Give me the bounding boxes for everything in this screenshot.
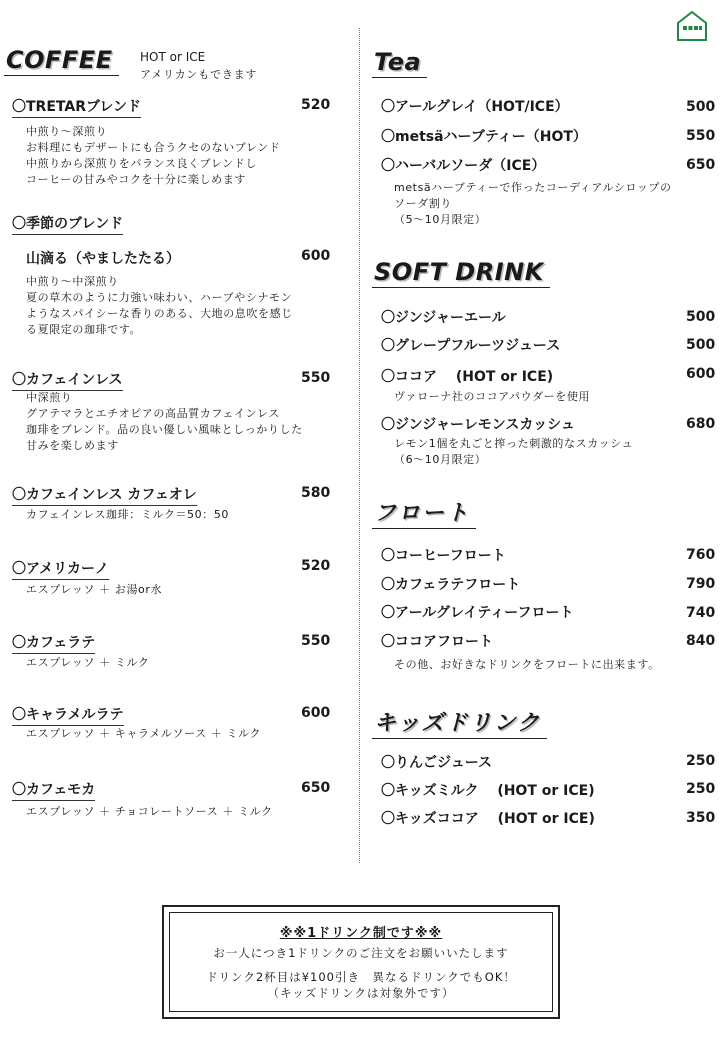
tea-item-price: 650 [686,157,716,173]
tea-item-name: 〇ハーバルソーダ（ICE） [381,158,546,174]
coffee-item-name: 〇カフェインレス カフェオレ [12,484,197,506]
coffee-item-name: 〇キャラメルラテ [12,704,124,726]
kids-drink-title: キッズドリンク [372,706,547,739]
float-item-price: 740 [686,605,716,621]
soft-drink-item-name: 〇ココア (HOT or ICE) [381,369,554,385]
tea-desc: metsäハーブティーで作ったコーディアルシロップの ソーダ割り （5～10月限定） [394,181,672,226]
soft-drink-item-price: 680 [686,416,716,432]
soft-drink-item-price: 600 [686,366,716,382]
coffee-item-price: 600 [301,248,331,264]
notice-line-1: お一人につき1ドリンクのご注文をお願いいたします [213,946,509,960]
coffee-item-subname: 山滴る（やましたたる） [26,251,180,267]
coffee-item-desc: 中煎り～深煎り お料理にもデザートにも合うクセのないブレンド 中煎りから深煎りをバランス良くブレンドし コーヒーの甘みやコクを十分に楽しめます [26,125,281,186]
kids-item-name: 〇りんごジュース [381,755,493,771]
house-icon [676,10,708,42]
float-item-price: 760 [686,547,716,563]
tea-item-name: 〇metsäハーブティー（HOT） [381,129,587,145]
coffee-note-hot-ice: HOT or ICE [140,50,206,64]
coffee-item-price: 580 [301,485,331,501]
notice-line-3: （キッズドリンクは対象外です） [267,986,455,1000]
coffee-item-price: 600 [301,705,331,721]
soft-drink-item-name: 〇ジンジャーエール [381,310,506,326]
float-item-price: 790 [686,576,716,592]
kids-item-name: 〇キッズミルク (HOT or ICE) [381,783,595,799]
coffee-item-desc: エスプレッソ ＋ チョコレートソース ＋ ミルク [26,805,273,818]
tea-item-name: 〇アールグレイ（HOT/ICE） [381,99,569,115]
kids-item-price: 350 [686,810,716,826]
soft-drink-item-desc: ヴァローナ社のココアパウダーを使用 [394,390,591,403]
coffee-item-name: 〇アメリカーノ [12,558,109,580]
kids-item-price: 250 [686,753,716,769]
float-note: その他、お好きなドリンクをフロートに出来ます。 [394,658,660,671]
float-title: フロート [372,496,476,529]
coffee-item-desc: エスプレッソ ＋ ミルク [26,656,150,669]
coffee-item-price: 550 [301,370,331,386]
soft-drink-title: SOFT DRINK [372,258,550,288]
coffee-item-desc: エスプレッソ ＋ キャラメルソース ＋ ミルク [26,727,262,740]
soft-drink-item-price: 500 [686,337,716,353]
soft-drink-item-desc: レモン1個を丸ごと搾った刺激的なスカッシュ （6～10月限定） [394,437,634,466]
notice-title: ※※1ドリンク制です※※ [279,926,443,941]
coffee-item-price: 520 [301,558,331,574]
tea-item-price: 550 [686,128,716,144]
coffee-item-name: 〇カフェラテ [12,632,95,654]
tea-item-price: 500 [686,99,716,115]
soft-drink-item-name: 〇グレープフルーツジュース [381,338,561,354]
coffee-item-name: 〇TRETARブレンド [12,96,141,118]
float-item-name: 〇ココアフロート [381,634,493,650]
coffee-item-name: 〇カフェモカ [12,779,95,801]
coffee-note-american: アメリカンもできます [140,68,258,81]
coffee-item-price: 520 [301,97,331,113]
coffee-item-name: 〇季節のブレンド [12,213,123,235]
float-item-name: 〇コーヒーフロート [381,548,506,564]
float-item-name: 〇カフェラテフロート [381,577,521,593]
coffee-item-desc: 中煎り～中深煎り 夏の草木のように力強い味わい、ハーブやシナモン ようなスパイシーな香りのある、大地の息吹を感じ る夏限定の珈琲です。 [26,275,293,336]
notice-box [162,905,560,1019]
column-divider [359,28,360,863]
coffee-item-desc: カフェインレス珈琲：ミルク＝50：50 [26,508,230,521]
float-item-name: 〇アールグレイティーフロート [381,605,574,621]
coffee-title: COFFEE [4,46,119,76]
soft-drink-item-name: 〇ジンジャーレモンスカッシュ [381,417,575,433]
coffee-item-name: 〇カフェインレス [12,369,123,391]
coffee-item-desc: エスプレッソ ＋ お湯or水 [26,583,163,596]
tea-title: Tea [372,48,427,78]
coffee-item-price: 650 [301,780,331,796]
kids-item-price: 250 [686,781,716,797]
float-item-price: 840 [686,633,716,649]
kids-item-name: 〇キッズココア (HOT or ICE) [381,811,595,827]
coffee-item-price: 550 [301,633,331,649]
notice-line-2: ドリンク2杯目は¥100引き 異なるドリンクでもOK！ [206,970,516,984]
coffee-item-desc: 中深煎り グアテマラとエチオピアの高品質カフェインレス 珈琲をブレンド。品の良い優しい風味としっかりした 甘みを楽しめます [26,391,303,452]
soft-drink-item-price: 500 [686,309,716,325]
